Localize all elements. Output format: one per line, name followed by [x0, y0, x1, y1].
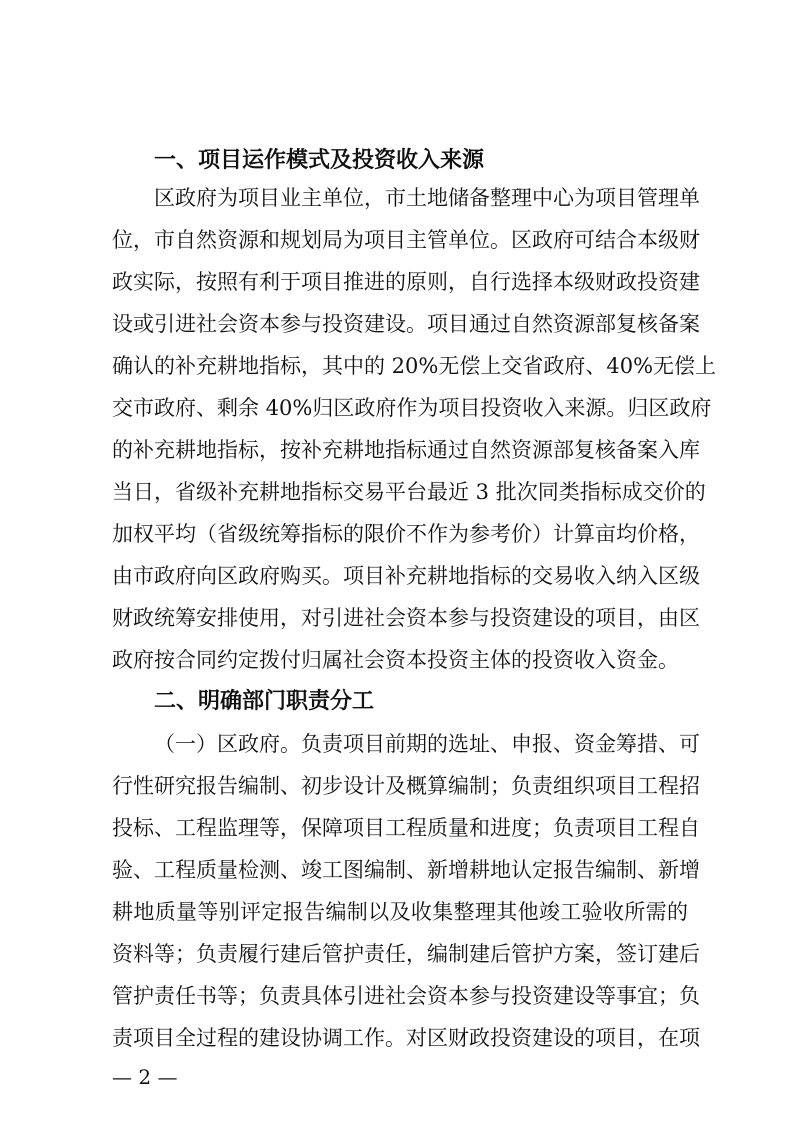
page-number: — 2 — — [112, 1065, 178, 1089]
paragraph-line: 管护责任书等；负责具体引进社会资本参与投资建设等事宜；负 — [112, 984, 700, 1008]
paragraph-line: 当日，省级补充耕地指标交易平台最近 3 批次同类指标成交价的 — [112, 480, 706, 504]
section-heading-1: 一、项目运作模式及投资收入来源 — [154, 148, 485, 173]
paragraph-line: 的补充耕地指标，按补充耕地指标通过自然资源部复核备案入库 — [112, 438, 700, 462]
paragraph-line: 验、工程质量检测、竣工图编制、新增耕地认定报告编制、新增 — [112, 858, 700, 882]
paragraph-line: 加权平均（省级统筹指标的限价不作为参考价）计算亩均价格， — [112, 522, 700, 546]
paragraph-line: （一）区政府。负责项目前期的选址、申报、资金筹措、可 — [154, 732, 700, 756]
section-heading-2: 二、明确部门职责分工 — [154, 689, 375, 714]
paragraph-line: 资料等；负责履行建后管护责任，编制建后管护方案，签订建后 — [112, 942, 700, 966]
paragraph-line: 交市政府、剩余 40%归区政府作为项目投资收入来源。归区政府 — [112, 396, 712, 420]
paragraph-line: 责项目全过程的建设协调工作。对区财政投资建设的项目，在项 — [112, 1026, 700, 1050]
paragraph-line: 财政统筹安排使用，对引进社会资本参与投资建设的项目，由区 — [112, 606, 700, 630]
paragraph-line: 投标、工程监理等，保障项目工程质量和进度；负责项目工程自 — [112, 816, 700, 840]
paragraph-line: 耕地质量等别评定报告编制以及收集整理其他竣工验收所需的 — [112, 900, 688, 924]
paragraph-line: 政府按合同约定拨付归属社会资本投资主体的投资收入资金。 — [112, 648, 679, 672]
paragraph-line: 行性研究报告编制、初步设计及概算编制；负责组织项目工程招 — [112, 774, 700, 798]
paragraph-line: 位，市自然资源和规划局为项目主管单位。区政府可结合本级财 — [112, 228, 700, 252]
paragraph-line: 由市政府向区政府购买。项目补充耕地指标的交易收入纳入区级 — [112, 564, 700, 588]
paragraph-line: 区政府为项目业主单位，市土地储备整理中心为项目管理单 — [154, 186, 700, 210]
paragraph-line: 政实际，按照有利于项目推进的原则，自行选择本级财政投资建 — [112, 270, 700, 294]
paragraph-line: 确认的补充耕地指标，其中的 20%无偿上交省政府、40%无偿上 — [112, 354, 717, 378]
paragraph-line: 设或引进社会资本参与投资建设。项目通过自然资源部复核备案 — [112, 312, 700, 336]
